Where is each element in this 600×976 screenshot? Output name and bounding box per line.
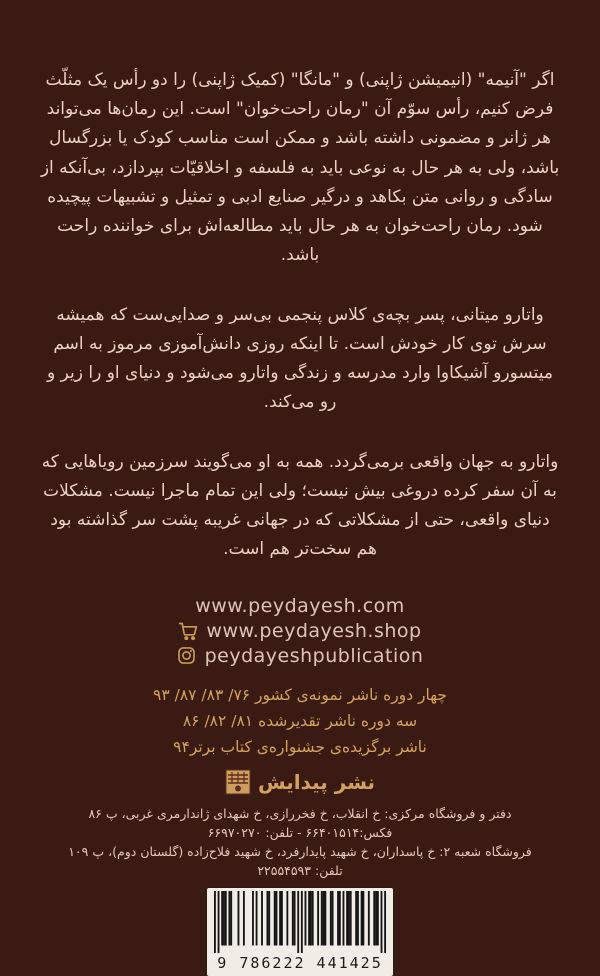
synopsis-paragraph-1: اگر "آنیمه" (انیمیشن ژاپنی) و "مانگا" (کمیک ژاپنی) را دو رأس یک مثلّث فرض کنیم، رأس سوّم آن "رمان راحت‌خوان" است. این رمان‌ها می‌تواند هر ژانر و مضمونی داشته باشد و ممکن است مناسب کودک یا بزرگسال باشد، ولی به هر حال به نوعی باید به فلسفه و اخلاقیّات بپردازد، بی‌آنکه از سادگی و روانی متن بکاهد و درگیر صنایع ادبی و تمثیل و تشبیهات پیچیده شود. رمان راحت‌خوان به هر حال باید مطالعه‌اش برای خواننده راحت باشد. [40, 70, 560, 266]
website-row [195, 595, 405, 617]
award-line-2: سه دوره ناشر تقدیرشده ۸۱/ ۸۲/ ۸۶ [182, 711, 418, 730]
publisher-name: نشر پیدایش [257, 769, 376, 794]
instagram-handle: peydayeshpublication [204, 644, 424, 667]
award-line-1: چهار دوره ناشر نمونه‌ی کشور ۷۶/ ۸۳/ ۸۷/ ۹۳ [153, 685, 447, 704]
shop-url: www.peydayesh.shop [206, 619, 422, 642]
isbn-number: 9 786222 441425 [217, 954, 383, 973]
website-url: www.peydayesh.com [195, 594, 405, 617]
award-line-3: ناشر برگزیده‌ی جشنواره‌ی کتاب برتر۹۴ [173, 737, 427, 756]
cart-icon [178, 621, 198, 641]
peydayesh-logo-mark [225, 769, 251, 795]
address-branch2: فروشگاه شعبه ۲: خ پاسداران، خ شهید پایدارفرد، خ شهید فلاح‌زاده (گلستان دوم)، پ ۱۰۹ [68, 843, 532, 859]
isbn-barcode [207, 888, 393, 976]
shop-row [178, 620, 421, 642]
publisher-links [0, 595, 600, 667]
synopsis-paragraph-2: واتارو میتانی، پسر بچه‌ی کلاس پنجمی بی‌سر و صدایی‌ست که همیشه سرش توی کار خودش است. تا اینکه روزی دانش‌آموزی مرموز به اسم میتسورو آشیکاوا وارد مدرسه و زندگی واتارو می‌شود و دنیای او را زیر و رو می‌کند. [47, 304, 553, 413]
publisher-logo-row [0, 769, 600, 795]
synopsis-paragraph-3: واتارو به جهان واقعی برمی‌گردد. همه به او می‌گویند سرزمین رویاهایی که به آن سفر کرده دروغی بیش نیست؛ ولی این تمام ماجرا نیست. مشکلات دنیای واقعی، حتی از مشکلاتی که در جهانی غریبه پشت سر گذاشته بود هم سخت‌تر هم است. [41, 451, 559, 560]
fax-phone-line: فکس:۶۶۴۰۱۵۱۴ - تلفن: ۶۶۹۷۰۲۷۰ [207, 824, 393, 840]
address-main: دفتر و فروشگاه مرکزی: خ انقلاب، خ فخررازی، خ شهدای ژاندارمری غربی، پ ۸۶ [88, 805, 512, 821]
barcode-bars [214, 891, 386, 953]
phone2-line: تلفن: ۲۲۵۵۴۵۹۳ [257, 862, 343, 878]
instagram-icon [177, 646, 197, 666]
contact-section [0, 805, 600, 881]
instagram-row [177, 645, 424, 667]
awards-section [0, 683, 600, 759]
